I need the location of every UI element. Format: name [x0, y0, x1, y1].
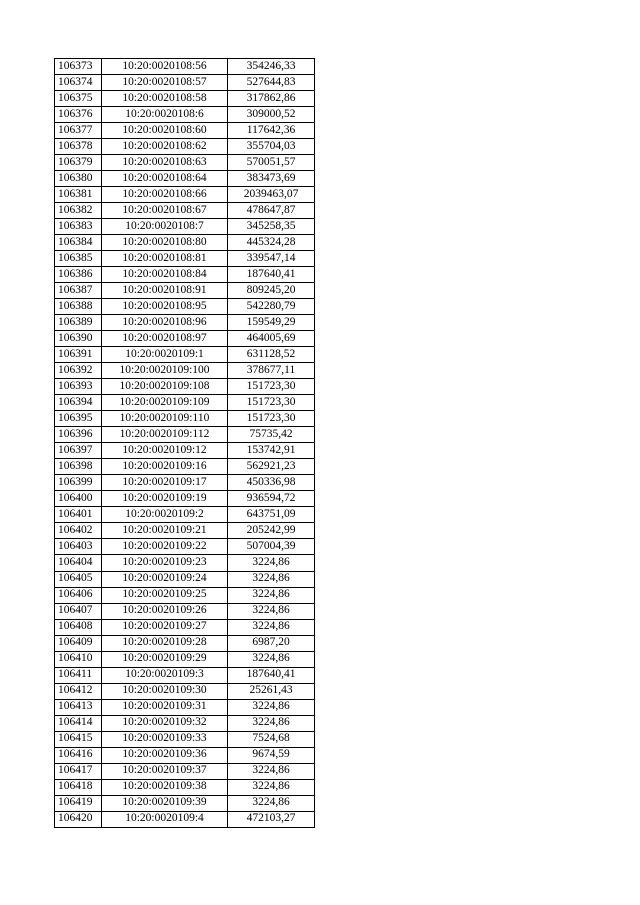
table-row: [55, 747, 315, 763]
cadastral-number-cell: 10:20:0020108:58: [102, 91, 228, 107]
cadastral-number-cell: 10:20:0020109:19: [102, 491, 228, 507]
row-id-cell: 106417: [55, 763, 102, 779]
row-id-cell: 106388: [55, 299, 102, 315]
cadastral-number-cell: 10:20:0020109:36: [102, 747, 228, 763]
row-id-cell: 106401: [55, 507, 102, 523]
row-id-cell: 106394: [55, 395, 102, 411]
cadastral-number-cell: 10:20:0020109:38: [102, 779, 228, 795]
row-id-cell: 106419: [55, 795, 102, 811]
cadastral-number-cell: 10:20:0020109:1: [102, 347, 228, 363]
row-id-cell: 106385: [55, 251, 102, 267]
amount-cell: 542280,79: [228, 299, 315, 315]
row-id-cell: 106420: [55, 811, 102, 827]
row-id-cell: 106410: [55, 651, 102, 667]
row-id-cell: 106383: [55, 219, 102, 235]
cadastral-number-cell: 10:20:0020108:56: [102, 59, 228, 75]
data-table: [54, 58, 315, 828]
table-row: [55, 731, 315, 747]
table-row: [55, 667, 315, 683]
cadastral-number-cell: 10:20:0020109:2: [102, 507, 228, 523]
table-row: [55, 251, 315, 267]
amount-cell: 3224,86: [228, 651, 315, 667]
row-id-cell: 106411: [55, 667, 102, 683]
row-id-cell: 106397: [55, 443, 102, 459]
amount-cell: 507004,39: [228, 539, 315, 555]
amount-cell: 25261,43: [228, 683, 315, 699]
cadastral-number-cell: 10:20:0020109:21: [102, 523, 228, 539]
row-id-cell: 106380: [55, 171, 102, 187]
row-id-cell: 106382: [55, 203, 102, 219]
table-row: [55, 315, 315, 331]
cadastral-number-cell: 10:20:0020109:28: [102, 635, 228, 651]
table-row: [55, 267, 315, 283]
cadastral-number-cell: 10:20:0020108:81: [102, 251, 228, 267]
amount-cell: 383473,69: [228, 171, 315, 187]
row-id-cell: 106378: [55, 139, 102, 155]
cadastral-number-cell: 10:20:0020109:27: [102, 619, 228, 635]
table-row: [55, 811, 315, 827]
cadastral-number-cell: 10:20:0020109:24: [102, 571, 228, 587]
amount-cell: 3224,86: [228, 587, 315, 603]
table-row: [55, 123, 315, 139]
amount-cell: 3224,86: [228, 795, 315, 811]
table-row: [55, 139, 315, 155]
row-id-cell: 106387: [55, 283, 102, 299]
row-id-cell: 106416: [55, 747, 102, 763]
cadastral-number-cell: 10:20:0020109:3: [102, 667, 228, 683]
table-row: [55, 187, 315, 203]
table-row: [55, 299, 315, 315]
table-row: [55, 155, 315, 171]
table-row: [55, 91, 315, 107]
table-row: [55, 507, 315, 523]
amount-cell: 472103,27: [228, 811, 315, 827]
table-row: [55, 75, 315, 91]
row-id-cell: 106375: [55, 91, 102, 107]
cadastral-number-cell: 10:20:0020109:108: [102, 379, 228, 395]
cadastral-number-cell: 10:20:0020108:64: [102, 171, 228, 187]
table-row: [55, 107, 315, 123]
row-id-cell: 106390: [55, 331, 102, 347]
table-row: [55, 363, 315, 379]
cadastral-number-cell: 10:20:0020109:29: [102, 651, 228, 667]
cadastral-number-cell: 10:20:0020109:4: [102, 811, 228, 827]
table-row: [55, 539, 315, 555]
table-row: [55, 203, 315, 219]
amount-cell: 570051,57: [228, 155, 315, 171]
table-row: [55, 587, 315, 603]
amount-cell: 3224,86: [228, 699, 315, 715]
row-id-cell: 106391: [55, 347, 102, 363]
table-row: [55, 795, 315, 811]
cadastral-number-cell: 10:20:0020109:26: [102, 603, 228, 619]
amount-cell: 354246,33: [228, 59, 315, 75]
cadastral-number-cell: 10:20:0020108:95: [102, 299, 228, 315]
amount-cell: 527644,83: [228, 75, 315, 91]
row-id-cell: 106373: [55, 59, 102, 75]
table-row: [55, 283, 315, 299]
amount-cell: 450336,98: [228, 475, 315, 491]
cadastral-number-cell: 10:20:0020108:7: [102, 219, 228, 235]
amount-cell: 464005,69: [228, 331, 315, 347]
amount-cell: 345258,35: [228, 219, 315, 235]
row-id-cell: 106418: [55, 779, 102, 795]
cadastral-number-cell: 10:20:0020109:22: [102, 539, 228, 555]
amount-cell: 809245,20: [228, 283, 315, 299]
cadastral-number-cell: 10:20:0020109:37: [102, 763, 228, 779]
amount-cell: 3224,86: [228, 555, 315, 571]
cadastral-number-cell: 10:20:0020109:112: [102, 427, 228, 443]
cadastral-number-cell: 10:20:0020108:80: [102, 235, 228, 251]
amount-cell: 3224,86: [228, 715, 315, 731]
cadastral-number-cell: 10:20:0020109:32: [102, 715, 228, 731]
row-id-cell: 106402: [55, 523, 102, 539]
cadastral-number-cell: 10:20:0020108:84: [102, 267, 228, 283]
row-id-cell: 106393: [55, 379, 102, 395]
amount-cell: 3224,86: [228, 571, 315, 587]
table-row: [55, 571, 315, 587]
table-row: [55, 491, 315, 507]
amount-cell: 631128,52: [228, 347, 315, 363]
amount-cell: 3224,86: [228, 763, 315, 779]
amount-cell: 309000,52: [228, 107, 315, 123]
row-id-cell: 106400: [55, 491, 102, 507]
table-row: [55, 523, 315, 539]
cadastral-number-cell: 10:20:0020109:25: [102, 587, 228, 603]
cadastral-number-cell: 10:20:0020109:109: [102, 395, 228, 411]
amount-cell: 151723,30: [228, 395, 315, 411]
cadastral-number-cell: 10:20:0020108:63: [102, 155, 228, 171]
table-row: [55, 475, 315, 491]
amount-cell: 117642,36: [228, 123, 315, 139]
row-id-cell: 106381: [55, 187, 102, 203]
amount-cell: 3224,86: [228, 619, 315, 635]
cadastral-number-cell: 10:20:0020108:57: [102, 75, 228, 91]
amount-cell: 75735,42: [228, 427, 315, 443]
amount-cell: 153742,91: [228, 443, 315, 459]
table-row: [55, 443, 315, 459]
row-id-cell: 106404: [55, 555, 102, 571]
row-id-cell: 106389: [55, 315, 102, 331]
row-id-cell: 106396: [55, 427, 102, 443]
amount-cell: 187640,41: [228, 267, 315, 283]
row-id-cell: 106413: [55, 699, 102, 715]
row-id-cell: 106407: [55, 603, 102, 619]
row-id-cell: 106409: [55, 635, 102, 651]
cadastral-number-cell: 10:20:0020108:67: [102, 203, 228, 219]
table-row: [55, 219, 315, 235]
amount-cell: 3224,86: [228, 779, 315, 795]
table-row: [55, 427, 315, 443]
table-row: [55, 331, 315, 347]
amount-cell: 355704,03: [228, 139, 315, 155]
table-row: [55, 779, 315, 795]
amount-cell: 159549,29: [228, 315, 315, 331]
amount-cell: 378677,11: [228, 363, 315, 379]
row-id-cell: 106403: [55, 539, 102, 555]
table-row: [55, 379, 315, 395]
row-id-cell: 106414: [55, 715, 102, 731]
amount-cell: 339547,14: [228, 251, 315, 267]
row-id-cell: 106392: [55, 363, 102, 379]
cadastral-number-cell: 10:20:0020109:100: [102, 363, 228, 379]
amount-cell: 562921,23: [228, 459, 315, 475]
table-row: [55, 699, 315, 715]
table-body: [55, 59, 315, 828]
row-id-cell: 106377: [55, 123, 102, 139]
row-id-cell: 106395: [55, 411, 102, 427]
cadastral-number-cell: 10:20:0020109:31: [102, 699, 228, 715]
cadastral-number-cell: 10:20:0020109:110: [102, 411, 228, 427]
table-row: [55, 763, 315, 779]
cadastral-number-cell: 10:20:0020109:23: [102, 555, 228, 571]
table-row: [55, 235, 315, 251]
amount-cell: 478647,87: [228, 203, 315, 219]
amount-cell: 151723,30: [228, 411, 315, 427]
table-row: [55, 635, 315, 651]
cadastral-number-cell: 10:20:0020109:30: [102, 683, 228, 699]
cadastral-number-cell: 10:20:0020108:60: [102, 123, 228, 139]
amount-cell: 317862,86: [228, 91, 315, 107]
row-id-cell: 106386: [55, 267, 102, 283]
cadastral-number-cell: 10:20:0020109:39: [102, 795, 228, 811]
table-row: [55, 347, 315, 363]
cadastral-number-cell: 10:20:0020109:16: [102, 459, 228, 475]
row-id-cell: 106376: [55, 107, 102, 123]
amount-cell: 151723,30: [228, 379, 315, 395]
cadastral-number-cell: 10:20:0020108:96: [102, 315, 228, 331]
cadastral-number-cell: 10:20:0020108:62: [102, 139, 228, 155]
row-id-cell: 106374: [55, 75, 102, 91]
cadastral-number-cell: 10:20:0020109:17: [102, 475, 228, 491]
amount-cell: 9674,59: [228, 747, 315, 763]
table-row: [55, 395, 315, 411]
amount-cell: 936594,72: [228, 491, 315, 507]
amount-cell: 205242,99: [228, 523, 315, 539]
row-id-cell: 106398: [55, 459, 102, 475]
row-id-cell: 106379: [55, 155, 102, 171]
table-row: [55, 619, 315, 635]
cadastral-number-cell: 10:20:0020109:12: [102, 443, 228, 459]
table-row: [55, 651, 315, 667]
table-row: [55, 171, 315, 187]
table-row: [55, 411, 315, 427]
amount-cell: 445324,28: [228, 235, 315, 251]
amount-cell: 7524,68: [228, 731, 315, 747]
table-row: [55, 683, 315, 699]
table-row: [55, 555, 315, 571]
amount-cell: 6987,20: [228, 635, 315, 651]
row-id-cell: 106406: [55, 587, 102, 603]
row-id-cell: 106412: [55, 683, 102, 699]
cadastral-number-cell: 10:20:0020108:66: [102, 187, 228, 203]
amount-cell: 643751,09: [228, 507, 315, 523]
table-row: [55, 603, 315, 619]
table-row: [55, 459, 315, 475]
row-id-cell: 106405: [55, 571, 102, 587]
cadastral-number-cell: 10:20:0020108:6: [102, 107, 228, 123]
table-row: [55, 59, 315, 75]
cadastral-number-cell: 10:20:0020108:91: [102, 283, 228, 299]
row-id-cell: 106415: [55, 731, 102, 747]
amount-cell: 2039463,07: [228, 187, 315, 203]
row-id-cell: 106408: [55, 619, 102, 635]
amount-cell: 187640,41: [228, 667, 315, 683]
cadastral-number-cell: 10:20:0020109:33: [102, 731, 228, 747]
row-id-cell: 106384: [55, 235, 102, 251]
table-row: [55, 715, 315, 731]
cadastral-number-cell: 10:20:0020108:97: [102, 331, 228, 347]
amount-cell: 3224,86: [228, 603, 315, 619]
row-id-cell: 106399: [55, 475, 102, 491]
